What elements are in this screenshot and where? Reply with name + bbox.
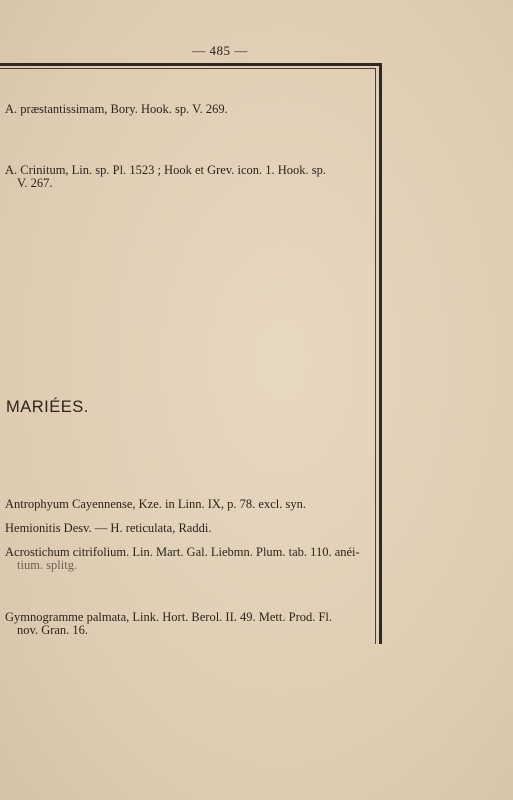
species-entry	[5, 546, 370, 572]
frame-right-rule	[379, 63, 382, 644]
species-entry	[5, 611, 370, 637]
entry-line: A. præstantissimam, Bory. Hook. sp. V. 269.	[5, 102, 228, 116]
entry-line: Acrostichum citrifolium. Lin. Mart. Gal. Liebmn. Plum. tab. 110. anéi-	[5, 545, 360, 559]
species-entry	[5, 522, 370, 535]
entry-line: Hemionitis Desv. — H. reticulata, Raddi.	[5, 521, 212, 535]
entry-continuation: V. 267.	[17, 176, 53, 190]
frame-right-rule-thin	[375, 68, 376, 644]
entry-continuation: nov. Gran. 16.	[17, 623, 89, 637]
page-number: — 485 —	[192, 43, 248, 58]
entry-continuation: tium. splitg.	[17, 558, 78, 572]
entry-line: Gymnogramme palmata, Link. Hort. Berol. II. 49. Mett. Prod. Fl.	[5, 610, 333, 624]
entry-line: A. Crinitum, Lin. sp. Pl. 1523 ; Hook et Grev. icon. 1. Hook. sp.	[5, 163, 327, 177]
frame-top-rule	[0, 63, 382, 66]
entry-line: Antrophyum Cayennense, Kze. in Linn. IX, p. 78. excl. syn.	[5, 497, 306, 511]
section-heading: MARIÉES.	[6, 398, 89, 416]
species-entry	[5, 164, 370, 190]
species-entry	[5, 103, 370, 116]
species-entry	[5, 498, 370, 511]
frame-top-rule-thin	[0, 68, 376, 69]
